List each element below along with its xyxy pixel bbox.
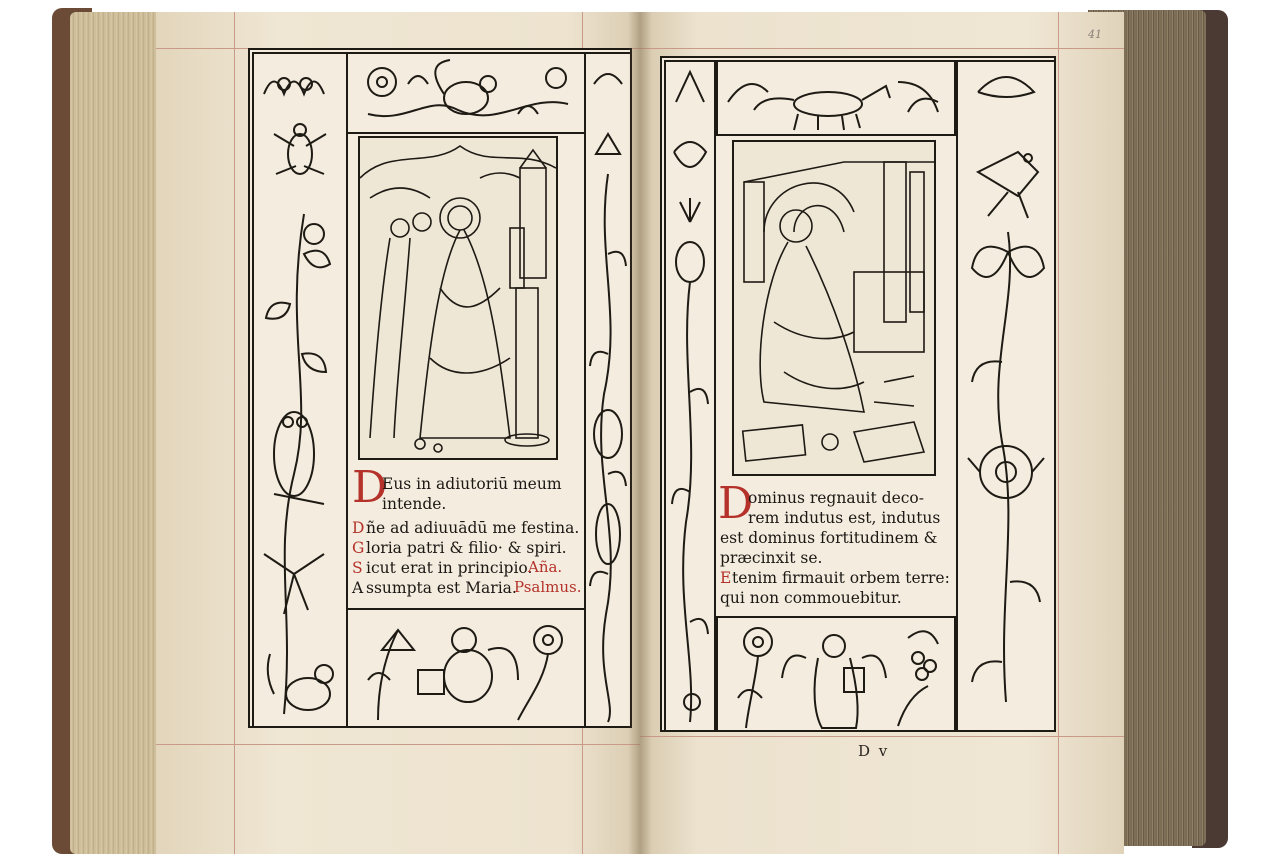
verse-initial: S bbox=[352, 559, 363, 577]
kneeling-saint-icon bbox=[734, 142, 934, 474]
border-strip-left bbox=[664, 60, 716, 732]
border-strip-bottom bbox=[716, 616, 956, 732]
floral-border-icon bbox=[254, 54, 346, 726]
border-strip-bottom bbox=[346, 608, 586, 728]
rubric-antiphon: Aña. bbox=[528, 558, 563, 576]
text-line: præcinxit se. bbox=[720, 549, 823, 567]
woodcut-illustration-kneeling-saint bbox=[732, 140, 936, 476]
rule-line bbox=[640, 48, 1124, 49]
text-line: loria patri & filio· & spiri. bbox=[366, 539, 567, 557]
text-line: tenim firmauit orbem terre: bbox=[732, 569, 950, 587]
rubric-psalm: Psalmus. bbox=[514, 578, 582, 596]
text-line: ssumpta est Maria. bbox=[366, 579, 517, 597]
text-line: ñe ad adiuuādū me festina. bbox=[366, 519, 580, 537]
verse-initial: G bbox=[352, 539, 365, 557]
putto-icon bbox=[348, 610, 584, 726]
right-page bbox=[640, 12, 1124, 854]
book-gutter bbox=[628, 12, 652, 854]
right-verses-2 bbox=[732, 568, 960, 588]
open-book bbox=[52, 4, 1228, 856]
text-line: qui non commouebitur. bbox=[720, 589, 902, 607]
border-strip-right bbox=[584, 52, 632, 728]
right-text-block bbox=[748, 488, 968, 528]
woodcut-illustration-saint bbox=[358, 136, 558, 460]
text-line: est dominus fortitudinem & bbox=[720, 529, 938, 547]
text-line: Eus in adiutoriū meum bbox=[382, 475, 562, 493]
rule-line bbox=[1058, 12, 1059, 854]
saint-figure-icon bbox=[360, 138, 556, 458]
right-verses-3 bbox=[720, 588, 960, 608]
folio-number: 41 bbox=[1088, 28, 1102, 41]
verse-initial: E bbox=[720, 569, 732, 587]
red-initial-letter: D bbox=[718, 478, 754, 529]
text-line: rem indutus est, indutus bbox=[748, 509, 941, 527]
left-page bbox=[156, 12, 640, 854]
rule-line bbox=[234, 12, 235, 854]
text-line: intende. bbox=[382, 495, 447, 513]
verse-initial: A bbox=[352, 579, 364, 597]
floral-border-icon bbox=[666, 62, 714, 730]
verse-initial: D bbox=[352, 519, 365, 537]
text-line: icut erat in principio. bbox=[366, 559, 533, 577]
angel-icon bbox=[718, 618, 954, 730]
rule-line bbox=[640, 736, 1124, 737]
floral-border-icon bbox=[958, 62, 1054, 730]
left-text-block bbox=[382, 474, 592, 514]
border-strip-left bbox=[252, 52, 348, 728]
floral-border-icon bbox=[586, 54, 630, 726]
right-verses bbox=[720, 528, 960, 568]
fox-icon bbox=[718, 62, 954, 134]
border-strip-top bbox=[346, 52, 586, 134]
signature-mark: D v bbox=[858, 742, 890, 760]
text-line: ominus regnauit deco- bbox=[748, 489, 925, 507]
border-strip-right bbox=[956, 60, 1056, 732]
squirrel-icon bbox=[348, 54, 584, 132]
red-initial-letter: D bbox=[352, 462, 388, 513]
rule-line bbox=[156, 744, 640, 745]
border-strip-top bbox=[716, 60, 956, 136]
